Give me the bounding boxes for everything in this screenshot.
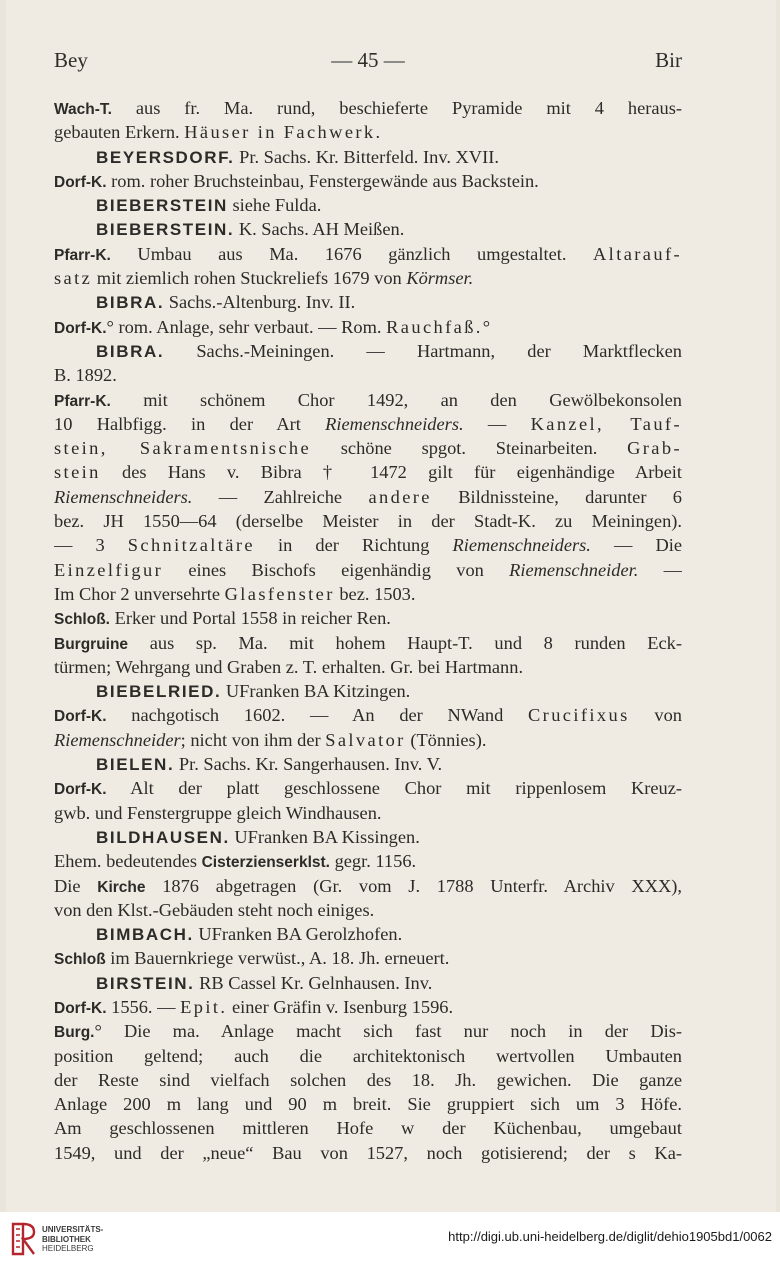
entry-keyword: Dorf-K. (54, 319, 107, 337)
text-line (54, 655, 682, 679)
text-line (54, 776, 682, 800)
text-line (54, 946, 682, 970)
entry-keyword: Schloß (54, 951, 106, 969)
spaced-term: Häuser in Fachwerk. (184, 122, 383, 143)
text-run: Pr. Sachs. Kr. Bitterfeld. Inv. XVII. (234, 146, 499, 167)
spaced-term: Grab- (627, 438, 682, 459)
text-line (54, 849, 682, 873)
page-header (54, 48, 682, 78)
text-run: — Zahlreiche (192, 486, 369, 507)
text-line (54, 606, 682, 630)
text-run: B. 1892. (54, 365, 117, 386)
spaced-term: stein (54, 462, 101, 483)
text-run: mit ziemlich rohen Stuckreliefs 1679 von (92, 268, 407, 289)
place-heading: BIBRA. (96, 341, 165, 361)
text-line (54, 971, 682, 995)
spaced-term: Salvator (325, 729, 406, 750)
spaced-term: stein, Sakramentsnische (54, 438, 312, 459)
text-run: bez. 1503. (334, 583, 416, 604)
entry-keyword: Dorf-K. (54, 999, 107, 1017)
text-run: ; nicht von ihm der (180, 729, 326, 750)
text-line (54, 509, 682, 533)
text-line (54, 533, 682, 557)
text-run: rom. roher Bruchsteinbau, Fenstergewände aus Backstein. (106, 170, 539, 191)
text-line (54, 922, 682, 946)
text-line (54, 801, 682, 825)
text-run: gwb. und Fenstergruppe gleich Windhausen. (54, 802, 382, 823)
text-line (54, 898, 682, 922)
text-run: ° Die ma. Anlage macht sich fast nur noch in der Dis- (94, 1021, 682, 1042)
text-run: Ehem. bedeutendes (54, 851, 202, 872)
entry-keyword: Dorf-K. (54, 173, 107, 191)
text-run: UFranken BA Kitzingen. (221, 681, 411, 702)
text-line (54, 290, 682, 314)
library-name (42, 1225, 103, 1254)
text-run: — (463, 413, 531, 434)
text-line (54, 558, 682, 582)
place-heading: BIEBERSTEIN (96, 196, 228, 216)
place-heading: BIRSTEIN. (96, 973, 195, 993)
text-run: Sachs.-Altenburg. Inv. II. (164, 292, 356, 313)
entry-keyword: Wach-T. (54, 101, 112, 118)
spaced-term: satz (54, 268, 93, 289)
text-line (54, 728, 682, 752)
text-run: — Die (590, 535, 682, 556)
text-run: — (638, 559, 682, 580)
text-run: in der Richtung (254, 535, 453, 556)
entry-keyword: Burgruine (54, 635, 129, 653)
text-line (54, 315, 682, 339)
text-line (54, 145, 682, 169)
text-run: Bildnissteine, darunter 6 (431, 486, 682, 507)
text-run: 1876 abgetragen (Gr. vom J. 1788 Unterfr. Archiv XXX), (145, 875, 682, 896)
text-line (54, 120, 682, 144)
place-heading: BIEBELRIED. (96, 682, 222, 702)
text-run: gebauten Erkern. (54, 122, 185, 143)
text-line (54, 169, 682, 193)
text-line (54, 485, 682, 509)
spaced-term: Crucifixus (528, 705, 630, 726)
source-url-link[interactable]: http://digi.ub.uni-heidelberg.de/diglit/dehio1905bd1/0062 (448, 1229, 772, 1244)
spaced-term: Schnitzaltäre (127, 535, 255, 556)
text-line (54, 1068, 682, 1092)
text-run: Im Chor 2 unversehrte (54, 583, 225, 604)
spaced-term: Altarauf- (593, 243, 682, 264)
footer-bar (0, 1212, 780, 1268)
entry-keyword: Kirche (97, 878, 146, 896)
artist-name: Riemenschneider (54, 729, 181, 750)
spaced-term: Kanzel, Tauf- (530, 413, 682, 434)
place-heading: BIMBACH. (96, 925, 194, 945)
library-name-line-1: UNIVERSITÄTS- (42, 1225, 104, 1234)
text-run: 10 Halbfigg. in der Art (54, 413, 326, 434)
text-line (54, 1141, 682, 1165)
artist-name: Riemenschneiders. (325, 413, 464, 434)
artist-name: Riemenschneider. (509, 559, 639, 580)
text-run: Erker und Portal 1558 in reicher Ren. (109, 608, 391, 629)
spaced-term: Einzelfigur (54, 559, 164, 580)
text-run: eines Bischofs eigenhändig von (163, 559, 510, 580)
artist-name: Riemenschneiders. (54, 486, 193, 507)
artist-name: Riemenschneiders. (452, 535, 591, 556)
text-run: RB Cassel Kr. Gelnhausen. Inv. (194, 972, 433, 993)
place-heading: BILDHAUSEN. (96, 827, 230, 847)
library-logo-icon (10, 1220, 36, 1258)
text-run: gegr. 1156. (329, 851, 417, 872)
text-run: Umbau aus Ma. 1676 gänzlich umgestaltet. (110, 243, 593, 264)
library-name-line-3: HEIDELBERG (42, 1244, 94, 1253)
text-line (54, 825, 682, 849)
text-run: UFranken BA Gerolzhofen. (193, 924, 403, 945)
artist-name: Körmser. (406, 268, 474, 289)
text-run: siehe Fulda. (227, 195, 322, 216)
text-line (54, 995, 682, 1019)
entry-keyword: Burg. (54, 1024, 95, 1042)
entry-keyword: Schloß. (54, 611, 110, 629)
text-line (54, 388, 682, 412)
text-line (54, 436, 682, 460)
entry-keyword: Pfarr-K. (54, 246, 111, 264)
text-run: mit schönem Chor 1492, an den Gewölbekonsolen (110, 389, 682, 410)
text-line (54, 679, 682, 703)
page-number: — 45 — (331, 48, 405, 72)
text-line (54, 242, 682, 266)
text-line (54, 363, 682, 387)
text-line (54, 1019, 682, 1043)
text-run: Alt der platt geschlossene Chor mit rippenlosem Kreuz- (106, 778, 682, 799)
text-run: Die (54, 875, 98, 896)
text-run: einer Gräfin v. Isenburg 1596. (227, 996, 454, 1017)
text-run: nachgotisch 1602. — An der NWand (106, 705, 529, 726)
text-line (54, 703, 682, 727)
text-run: Anlage 200 m lang und 90 m breit. Sie gruppiert sich um 3 Höfe. (54, 1094, 682, 1115)
place-heading: BIELEN. (96, 755, 175, 775)
text-run: 1549, und der „neue“ Bau von 1527, noch gotisierend; der s Ka- (54, 1142, 682, 1163)
spaced-term: Epit. (180, 996, 228, 1017)
text-run: position geltend; auch die architektonisch wertvollen Umbauten (54, 1045, 682, 1066)
text-run: ° rom. Anlage, sehr verbaut. — Rom. (106, 316, 387, 337)
entry-keyword: Dorf-K. (54, 781, 107, 799)
text-line (54, 1116, 682, 1140)
header-left-keyword: Bey (54, 48, 88, 72)
text-line (54, 752, 682, 776)
spaced-term: andere (368, 486, 432, 507)
header-right-keyword: Bir (655, 48, 682, 72)
text-line (54, 412, 682, 436)
place-heading: BEYERSDORF. (96, 147, 235, 167)
text-run: aus sp. Ma. mit hohem Haupt-T. und 8 runden Eck- (128, 632, 682, 653)
text-line (54, 1044, 682, 1068)
text-line (54, 339, 682, 363)
text-run: ° (482, 316, 491, 337)
text-run: Pr. Sachs. Kr. Sangerhausen. Inv. V. (174, 754, 443, 775)
text-line (54, 631, 682, 655)
text-run: UFranken BA Kissingen. (229, 826, 420, 847)
text-run: von (629, 705, 682, 726)
place-heading: BIBRA. (96, 293, 165, 313)
text-run: Am geschlossenen mittleren Hofe w der Küchenbau, umgebaut (54, 1118, 682, 1139)
place-heading: BIEBERSTEIN. (96, 220, 235, 240)
entry-keyword: Pfarr-K. (54, 392, 111, 410)
spaced-term: Rauchfaß. (386, 316, 483, 337)
text-line (54, 217, 682, 241)
text-run: türmen; Wehrgang und Graben z. T. erhalten. Gr. bei Hartmann. (54, 656, 524, 677)
text-line (54, 582, 682, 606)
text-run: bez. JH 1550—64 (derselbe Meister in der Stadt-K. zu Meiningen). (54, 511, 682, 532)
entry-keyword: Dorf-K. (54, 708, 107, 726)
text-run: der Reste sind vielfach solchen des 18. Jh. gewichen. Die ganze (54, 1069, 682, 1090)
entry-keyword: Cisterzienserklst. (201, 854, 330, 872)
text-line (54, 460, 682, 484)
text-run: (Tönnies). (405, 729, 487, 750)
spaced-term: Glasfenster (224, 583, 335, 604)
text-line (54, 96, 682, 120)
text-line (54, 874, 682, 898)
text-line (54, 193, 682, 217)
text-line (54, 1092, 682, 1116)
page-body (54, 96, 682, 1165)
text-run: im Bauernkriege verwüst., A. 18. Jh. erneuert. (105, 948, 450, 969)
text-run: 1556. — (106, 996, 181, 1017)
text-run: — 3 (54, 535, 128, 556)
text-line (54, 266, 682, 290)
text-run: aus fr. Ma. rund, beschieferte Pyramide mit 4 heraus- (111, 98, 682, 118)
text-run: schöne spgot. Steinarbeiten. (311, 438, 628, 459)
text-run: K. Sachs. AH Meißen. (234, 219, 405, 240)
text-run: Sachs.-Meiningen. — Hartmann, der Marktflecken (164, 340, 682, 361)
library-name-line-2: BIBLIOTHEK (42, 1234, 91, 1244)
text-run: des Hans v. Bibra † 1472 gilt für eigenhändige Arbeit (100, 462, 682, 483)
text-run: von den Klst.-Gebäuden steht noch einiges. (54, 899, 375, 920)
